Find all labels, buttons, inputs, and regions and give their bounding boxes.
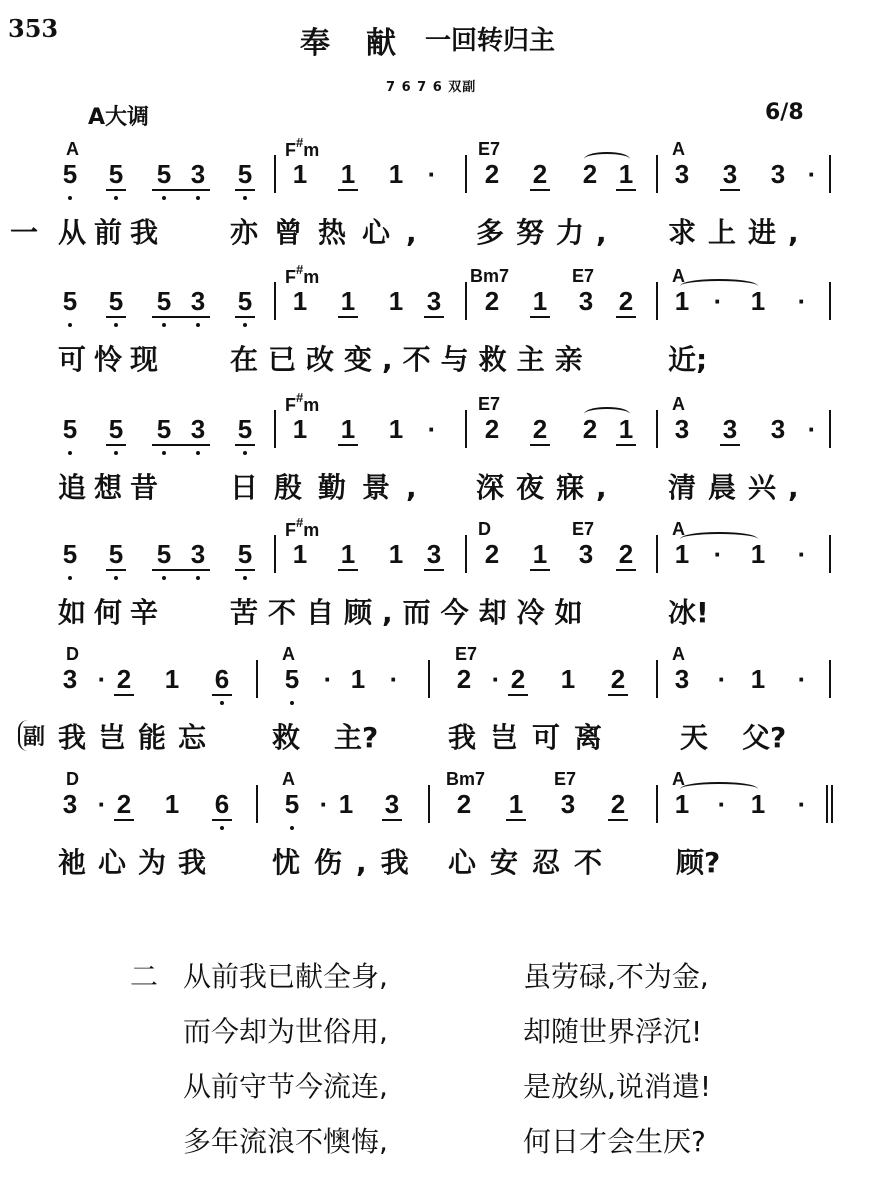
- octave-dot: [220, 701, 224, 705]
- lyric-segment: 顾?: [676, 846, 721, 879]
- lyric-segment: 冰!: [668, 596, 709, 629]
- octave-dot: [114, 323, 118, 327]
- lyric-segment: 我岂可离: [448, 721, 617, 754]
- note: ·: [97, 664, 107, 694]
- note: 1: [164, 664, 180, 694]
- note: ·: [713, 539, 723, 569]
- note: 5: [237, 159, 253, 189]
- verse-number: 一: [10, 216, 39, 249]
- note: 5: [156, 159, 172, 189]
- note: 5: [237, 286, 253, 316]
- time-signature: 6/8: [765, 100, 804, 125]
- note: 1: [560, 664, 576, 694]
- note: 1: [388, 539, 404, 569]
- music-system-1: [0, 135, 885, 255]
- barline: [428, 660, 430, 698]
- underline: [212, 694, 232, 696]
- underline: [506, 819, 526, 821]
- note: 5: [62, 159, 78, 189]
- note: 5: [62, 286, 78, 316]
- chord: D: [478, 519, 491, 539]
- note: 1: [164, 789, 180, 819]
- octave-dot: [162, 451, 166, 455]
- octave-dot: [162, 196, 166, 200]
- chord: A: [282, 644, 295, 664]
- verse-2-line-1-right: 虽劳碌,不为金,: [523, 960, 709, 993]
- sharp-sign: #: [296, 262, 304, 277]
- underline: [106, 189, 126, 191]
- underline: [616, 316, 636, 318]
- underline: [616, 444, 636, 446]
- lyric-segment: 清晨兴,: [668, 471, 811, 504]
- note: 3: [578, 539, 594, 569]
- chord: A: [672, 139, 685, 159]
- lyric-segment: 求上进,: [668, 216, 811, 249]
- note: ·: [97, 789, 107, 819]
- note: 3: [190, 159, 206, 189]
- underline: [152, 444, 210, 446]
- note: 1: [532, 539, 548, 569]
- barline: [256, 785, 258, 823]
- underline: [720, 189, 740, 191]
- lyric-segment: 近;: [668, 343, 708, 376]
- note: ·: [717, 789, 727, 819]
- lyric-segment: 从前我: [58, 216, 167, 249]
- underline: [616, 189, 636, 191]
- chord: E7: [478, 394, 501, 414]
- barline: [465, 155, 467, 193]
- underline: [424, 569, 444, 571]
- meter: 7 6 7 6 双副: [386, 80, 477, 95]
- chord: E7: [572, 266, 595, 286]
- note: 2: [116, 664, 132, 694]
- note: 3: [674, 414, 690, 444]
- chord: Bm7: [446, 769, 486, 789]
- octave-dot: [290, 826, 294, 830]
- slur: [584, 152, 630, 166]
- note: 5: [284, 789, 300, 819]
- final-barline: [826, 785, 833, 823]
- chord: F#m: [285, 135, 320, 160]
- note: 1: [750, 286, 766, 316]
- lyric-segment: 天: [680, 721, 709, 754]
- underline: [338, 444, 358, 446]
- barline: [829, 410, 831, 448]
- lyric-segment: 深夜寐,: [476, 471, 619, 504]
- underline: [338, 316, 358, 318]
- underline: [382, 819, 402, 821]
- barline: [465, 535, 467, 573]
- title-char-1: 奉: [300, 26, 332, 61]
- underline: [720, 444, 740, 446]
- note: 5: [108, 286, 124, 316]
- lyric-segment: 我岂能忘: [58, 721, 219, 754]
- lyric-segment: 可怜现: [58, 343, 167, 376]
- octave-dot: [162, 576, 166, 580]
- note: ·: [319, 789, 329, 819]
- note: 5: [62, 539, 78, 569]
- barline: [656, 410, 658, 448]
- note: 3: [190, 414, 206, 444]
- note: 3: [770, 414, 786, 444]
- lyric-segment: 日殷勤景,: [230, 471, 433, 504]
- note: ·: [797, 539, 807, 569]
- octave-dot: [290, 701, 294, 705]
- note: ·: [427, 414, 437, 444]
- note: 5: [284, 664, 300, 694]
- note: 2: [116, 789, 132, 819]
- octave-dot: [114, 451, 118, 455]
- note: ·: [717, 664, 727, 694]
- octave-dot: [114, 576, 118, 580]
- note: 5: [237, 414, 253, 444]
- note: ·: [389, 664, 399, 694]
- lyric-segment: 忧伤,我: [272, 846, 423, 879]
- note: ·: [491, 664, 501, 694]
- octave-dot: [243, 451, 247, 455]
- barline: [465, 282, 467, 320]
- note: 1: [532, 286, 548, 316]
- lyric-segment: 祂心为我: [58, 846, 219, 879]
- barline: [274, 535, 276, 573]
- barline: [428, 785, 430, 823]
- note: 1: [750, 664, 766, 694]
- barline: [274, 282, 276, 320]
- barline: [465, 410, 467, 448]
- note: 2: [484, 539, 500, 569]
- note: 5: [156, 414, 172, 444]
- chord: F#m: [285, 515, 320, 540]
- note: 1: [674, 539, 690, 569]
- underline: [106, 569, 126, 571]
- note: ·: [323, 664, 333, 694]
- underline: [608, 694, 628, 696]
- note: ·: [807, 159, 817, 189]
- chord: D: [66, 769, 79, 789]
- music-system-5: [0, 640, 885, 760]
- verse-2-line-4-right: 何日才会生厌?: [523, 1125, 706, 1158]
- note: 1: [674, 286, 690, 316]
- note: 1: [292, 539, 308, 569]
- underline: [235, 569, 255, 571]
- note: 2: [618, 539, 634, 569]
- octave-dot: [243, 323, 247, 327]
- note: 1: [750, 789, 766, 819]
- underline: [424, 316, 444, 318]
- barline: [656, 785, 658, 823]
- octave-dot: [196, 323, 200, 327]
- lyric-segment: 苦不自顾,而今却冷如: [230, 596, 593, 629]
- note: 1: [340, 539, 356, 569]
- note: 5: [108, 539, 124, 569]
- note: 2: [582, 414, 598, 444]
- note: 2: [618, 286, 634, 316]
- note: 3: [722, 159, 738, 189]
- note: 3: [426, 286, 442, 316]
- note: 3: [674, 664, 690, 694]
- verse-2-line-3-left: 从前守节今流连,: [183, 1070, 388, 1103]
- chord: A: [66, 139, 79, 159]
- lyric-segment: 主?: [334, 721, 379, 754]
- chord: A: [672, 519, 685, 539]
- note: 2: [532, 414, 548, 444]
- barline: [829, 660, 831, 698]
- barline: [829, 535, 831, 573]
- octave-dot: [243, 196, 247, 200]
- lyric-segment: 如何辛: [58, 596, 167, 629]
- octave-dot: [196, 451, 200, 455]
- barline: [656, 282, 658, 320]
- verse-2-line-2-right: 却随世界浮沉!: [523, 1015, 703, 1048]
- note: 2: [484, 159, 500, 189]
- chord: A: [672, 769, 685, 789]
- octave-dot: [68, 576, 72, 580]
- underline: [235, 316, 255, 318]
- note: 1: [338, 789, 354, 819]
- chord: E7: [478, 139, 501, 159]
- sharp-sign: #: [296, 390, 304, 405]
- octave-dot: [196, 196, 200, 200]
- octave-dot: [68, 451, 72, 455]
- note: 5: [62, 414, 78, 444]
- underline: [530, 444, 550, 446]
- note: ·: [797, 789, 807, 819]
- note: 2: [532, 159, 548, 189]
- chorus-marker: 副: [18, 720, 45, 751]
- key-signature: A大调: [88, 105, 150, 130]
- note: 3: [426, 539, 442, 569]
- underline: [530, 189, 550, 191]
- sharp-sign: #: [296, 515, 304, 530]
- octave-dot: [220, 826, 224, 830]
- underline: [212, 819, 232, 821]
- hymn-subtitle: 一回转归主: [425, 26, 556, 56]
- note: 5: [156, 286, 172, 316]
- note: 2: [456, 664, 472, 694]
- note: 1: [292, 414, 308, 444]
- underline: [152, 569, 210, 571]
- note: 2: [610, 664, 626, 694]
- underline: [235, 189, 255, 191]
- chord: D: [66, 644, 79, 664]
- note: 2: [456, 789, 472, 819]
- note: 3: [62, 664, 78, 694]
- underline: [106, 444, 126, 446]
- note: 3: [190, 539, 206, 569]
- octave-dot: [68, 323, 72, 327]
- underline: [152, 316, 210, 318]
- lyric-segment: 救: [272, 721, 301, 754]
- slur: [680, 782, 758, 796]
- verse-2-line-2-left: 而今却为世俗用,: [183, 1015, 388, 1048]
- note: 2: [484, 414, 500, 444]
- verse-2-line-1-left: 从前我已献全身,: [183, 960, 388, 993]
- note: 3: [674, 159, 690, 189]
- lyric-segment: 心安忍不: [448, 846, 617, 879]
- barline: [656, 155, 658, 193]
- sharp-sign: #: [296, 135, 304, 150]
- barline: [656, 535, 658, 573]
- lyric-segment: 父?: [742, 721, 787, 754]
- note: 5: [108, 159, 124, 189]
- note: 5: [156, 539, 172, 569]
- underline: [608, 819, 628, 821]
- underline: [114, 694, 134, 696]
- underline: [338, 189, 358, 191]
- underline: [508, 694, 528, 696]
- note: 1: [340, 286, 356, 316]
- note: 1: [388, 286, 404, 316]
- octave-dot: [196, 576, 200, 580]
- underline: [235, 444, 255, 446]
- chord: F#m: [285, 390, 320, 415]
- note: 1: [618, 159, 634, 189]
- underline: [152, 189, 210, 191]
- note: 1: [388, 159, 404, 189]
- underline: [616, 569, 636, 571]
- chord: A: [672, 266, 685, 286]
- note: 3: [190, 286, 206, 316]
- hymn-title: [300, 18, 398, 62]
- note: 3: [578, 286, 594, 316]
- note: ·: [797, 286, 807, 316]
- slur: [680, 532, 758, 546]
- verse-2-line-4-left: 多年流浪不懊悔,: [183, 1125, 388, 1158]
- chord: E7: [554, 769, 577, 789]
- note: 2: [610, 789, 626, 819]
- title-char-2: 献: [366, 26, 398, 61]
- chord: E7: [455, 644, 478, 664]
- chord: Bm7: [470, 266, 510, 286]
- note: 3: [770, 159, 786, 189]
- note: 3: [62, 789, 78, 819]
- chord: A: [672, 394, 685, 414]
- note: ·: [807, 414, 817, 444]
- barline: [256, 660, 258, 698]
- underline: [114, 819, 134, 821]
- note: 3: [560, 789, 576, 819]
- lyric-segment: 在已改变,不与救主亲: [230, 343, 593, 376]
- octave-dot: [114, 196, 118, 200]
- underline: [338, 569, 358, 571]
- underline: [530, 316, 550, 318]
- octave-dot: [68, 196, 72, 200]
- note: 1: [292, 159, 308, 189]
- note: 3: [384, 789, 400, 819]
- slur: [680, 279, 758, 293]
- lyric-segment: 多努力,: [476, 216, 619, 249]
- note: 1: [618, 414, 634, 444]
- music-system-4: [0, 515, 885, 635]
- verse-2-line-3-right: 是放纵,说消遣!: [523, 1070, 712, 1103]
- barline: [274, 155, 276, 193]
- music-system-3: [0, 390, 885, 510]
- music-system-2: [0, 262, 885, 382]
- note: 2: [510, 664, 526, 694]
- underline: [106, 316, 126, 318]
- note: 2: [582, 159, 598, 189]
- note: 1: [340, 159, 356, 189]
- barline: [656, 660, 658, 698]
- note: 5: [108, 414, 124, 444]
- chord: E7: [572, 519, 595, 539]
- barline: [274, 410, 276, 448]
- hymn-number: 353: [8, 14, 59, 43]
- note: 5: [237, 539, 253, 569]
- note: 1: [674, 789, 690, 819]
- lyric-segment: 追想昔: [58, 471, 167, 504]
- note: 1: [292, 286, 308, 316]
- underline: [530, 569, 550, 571]
- note: 1: [750, 539, 766, 569]
- chord: F#m: [285, 262, 320, 287]
- note: ·: [797, 664, 807, 694]
- note: ·: [427, 159, 437, 189]
- note: 1: [508, 789, 524, 819]
- barline: [829, 155, 831, 193]
- note: 6: [214, 664, 230, 694]
- verse-2-number: 二: [130, 960, 159, 993]
- note: 1: [340, 414, 356, 444]
- slur: [584, 407, 630, 421]
- note: 1: [388, 414, 404, 444]
- note: 6: [214, 789, 230, 819]
- note: 3: [722, 414, 738, 444]
- octave-dot: [162, 323, 166, 327]
- chord: A: [282, 769, 295, 789]
- octave-dot: [243, 576, 247, 580]
- note: ·: [713, 286, 723, 316]
- chord: A: [672, 644, 685, 664]
- note: 1: [350, 664, 366, 694]
- lyric-segment: 亦曾热心,: [230, 216, 433, 249]
- music-system-6: [0, 765, 885, 885]
- note: 2: [484, 286, 500, 316]
- barline: [829, 282, 831, 320]
